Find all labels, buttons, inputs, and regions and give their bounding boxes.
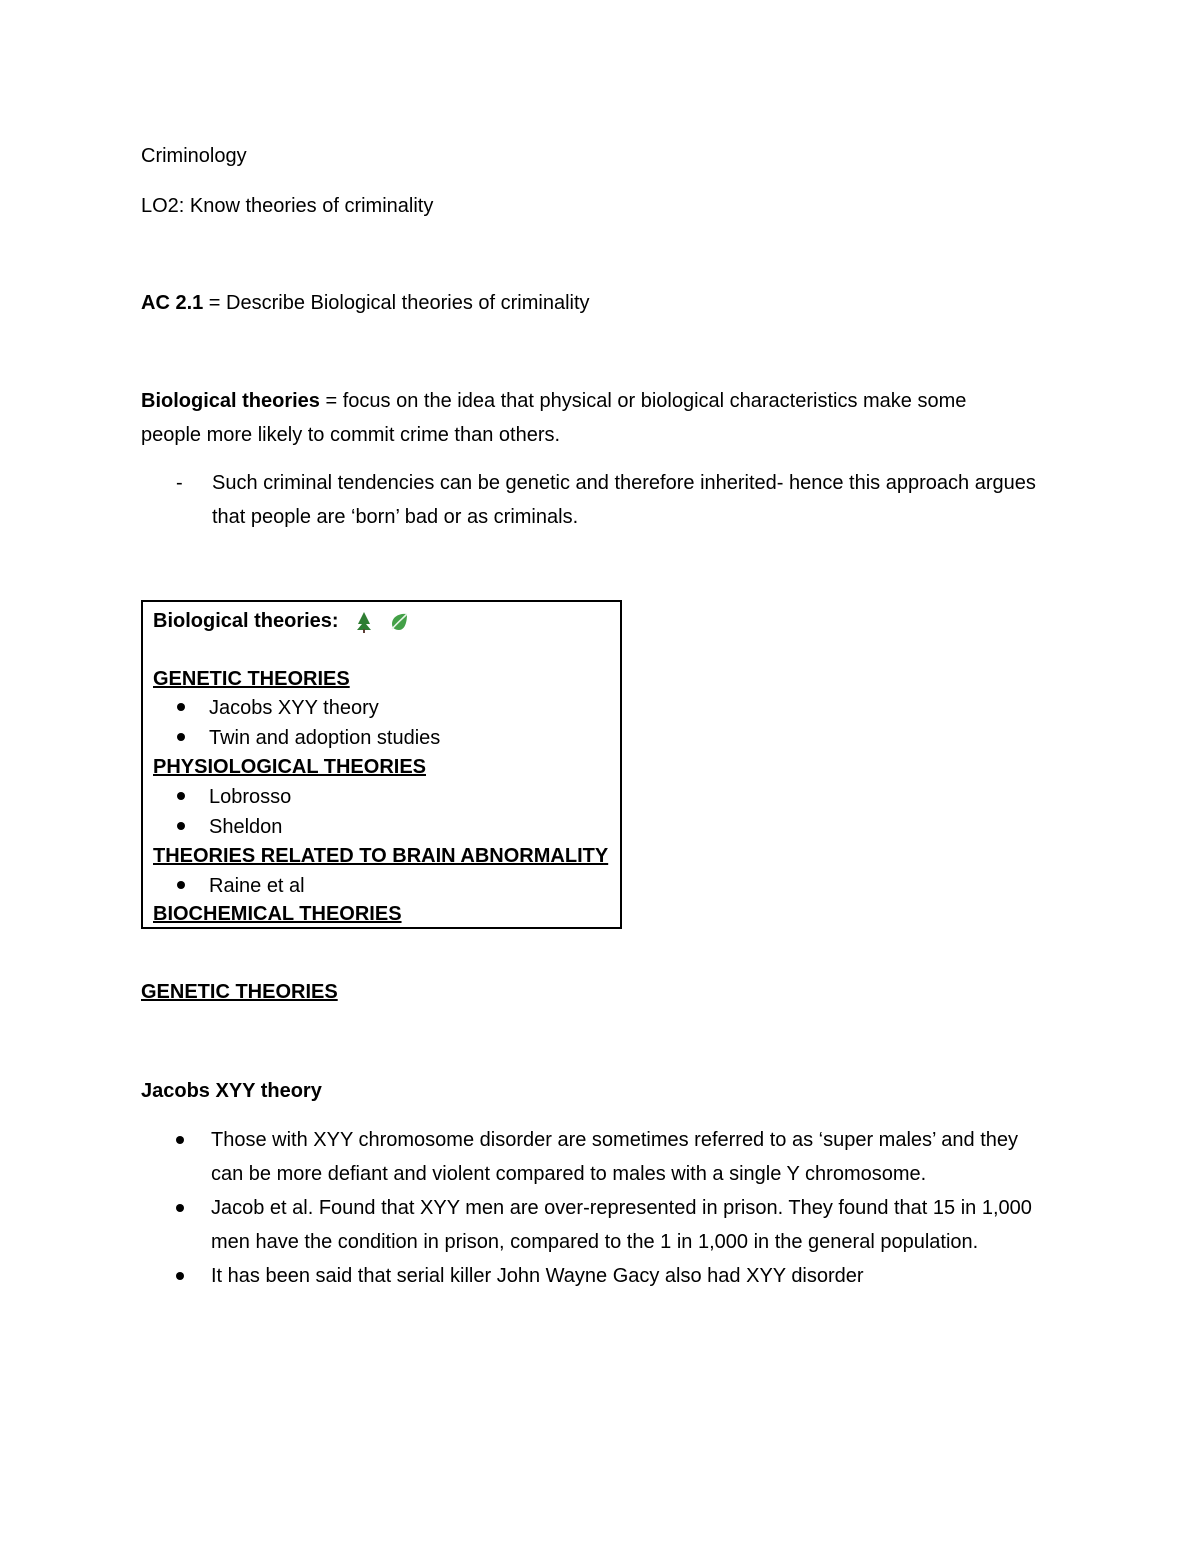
biochemical-heading: BIOCHEMICAL THEORIES xyxy=(153,903,402,925)
ac-label: AC 2.1 xyxy=(141,292,204,314)
summary-box-title: Biological theories: xyxy=(153,610,339,632)
definition-paragraph xyxy=(141,384,1031,452)
bullet-icon xyxy=(176,1136,184,1144)
list-item xyxy=(171,1259,1051,1293)
brain-heading: THEORIES RELATED TO BRAIN ABNORMALITY xyxy=(153,845,609,867)
list-item xyxy=(177,814,282,840)
physiological-heading: PHYSIOLOGICAL THEORIES xyxy=(153,756,426,778)
list-item-text: Those with XYY chromosome disorder are sometimes referred to as ‘super males’ and they can be more defiant and violent compared to males with a single Y chromosome. xyxy=(211,1129,1019,1185)
list-item xyxy=(177,725,440,751)
section-subheading: Jacobs XYY theory xyxy=(141,1080,322,1102)
list-item xyxy=(177,873,305,899)
list-item-text: Twin and adoption studies xyxy=(209,727,441,749)
genetic-heading: GENETIC THEORIES xyxy=(153,668,350,690)
list-item xyxy=(171,1123,1051,1191)
tree-icon xyxy=(354,611,374,633)
summary-box-title-row xyxy=(153,608,418,635)
list-item xyxy=(177,784,291,810)
list-item-text: Sheldon xyxy=(209,816,283,838)
assessment-criteria xyxy=(141,291,590,315)
bullet-icon xyxy=(176,1204,184,1212)
leaf-icon xyxy=(388,611,410,633)
bullet-icon xyxy=(177,881,185,889)
bullet-icon xyxy=(177,703,185,711)
section-heading: GENETIC THEORIES xyxy=(141,981,338,1003)
dash-text: Such criminal tendencies can be genetic and therefore inherited- hence this approach argues that people are ‘born’ bad or as criminals. xyxy=(212,472,1036,528)
summary-box xyxy=(141,600,622,929)
xyy-bullet-list xyxy=(171,1123,1051,1293)
bullet-icon xyxy=(177,792,185,800)
list-item-text: Jacobs XYY theory xyxy=(209,697,379,719)
learning-objective: LO2: Know theories of criminality xyxy=(141,195,434,217)
dash-list-item xyxy=(176,466,1046,534)
bullet-icon xyxy=(177,822,185,830)
list-item-text: Raine et al xyxy=(209,875,305,897)
definition-text: = focus on the idea that physical or biological characteristics make some people more likely to commit crime than others. xyxy=(141,390,967,446)
dash-marker: - xyxy=(176,472,183,494)
summary-icons xyxy=(354,609,418,635)
bullet-icon xyxy=(177,733,185,741)
list-item-text: Lobrosso xyxy=(209,786,292,808)
list-item-text: It has been said that serial killer John Wayne Gacy also had XYY disorder xyxy=(211,1265,864,1287)
definition-term: Biological theories xyxy=(141,390,320,412)
bullet-icon xyxy=(176,1272,184,1280)
ac-text: = Describe Biological theories of criminality xyxy=(203,292,590,314)
list-item xyxy=(171,1191,1051,1259)
course-title: Criminology xyxy=(141,145,247,167)
list-item xyxy=(177,695,379,721)
list-item-text: Jacob et al. Found that XYY men are over-represented in prison. They found that 15 in 1,000 men have the condition in prison, compared to the 1 in 1,000 in the general population. xyxy=(211,1197,1032,1253)
